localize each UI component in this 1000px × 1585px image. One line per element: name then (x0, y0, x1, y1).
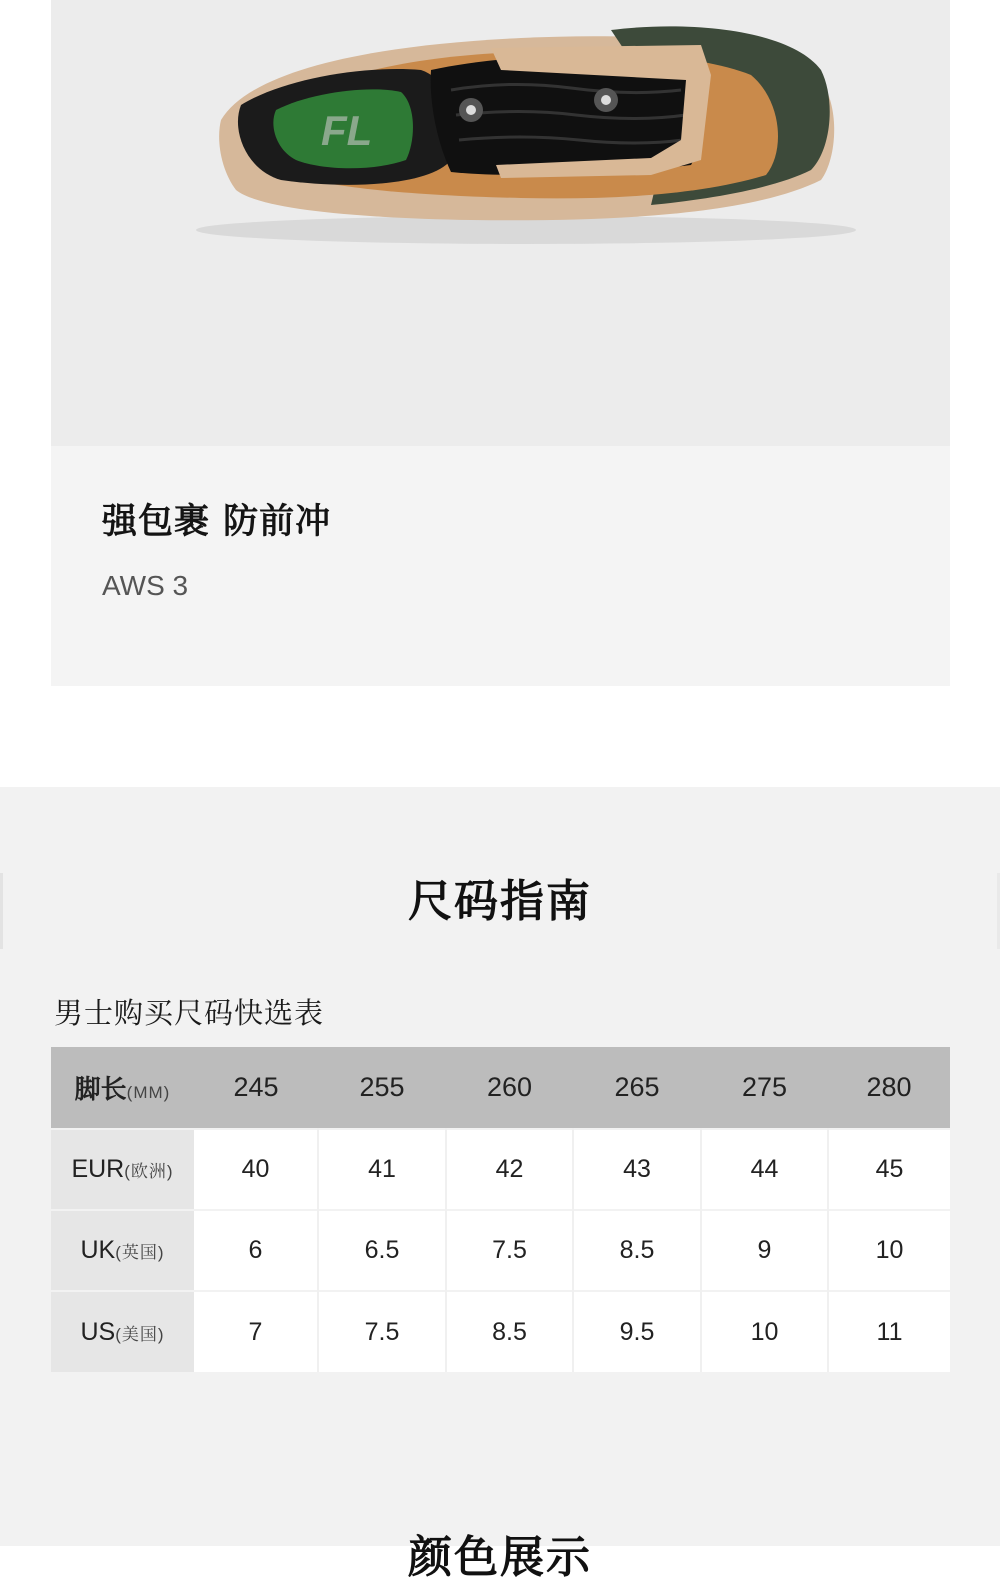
color-showcase-title: 颜色展示 (408, 1532, 592, 1583)
shoe-illustration (51, 0, 950, 446)
feature-title: 强包裹 防前冲 (102, 502, 332, 542)
size-cell: 41 (318, 1129, 446, 1210)
size-cell: 6 (194, 1210, 318, 1291)
size-table-caption: 男士购买尺码快选表 (54, 996, 325, 1030)
row-label-uk (51, 1210, 194, 1291)
size-guide-title: 尺码指南 (408, 876, 592, 927)
row-label-us (51, 1291, 194, 1372)
foot-length-cell: 260 (446, 1047, 573, 1129)
size-cell: 40 (194, 1129, 318, 1210)
size-row-uk (51, 1210, 950, 1291)
size-cell: 7.5 (446, 1210, 573, 1291)
foot-length-cell: 275 (701, 1047, 828, 1129)
size-guide-section (0, 787, 1000, 1583)
feature-card (51, 0, 950, 686)
size-cell: 6.5 (318, 1210, 446, 1291)
size-cell: 7 (194, 1291, 318, 1372)
size-cell: 44 (701, 1129, 828, 1210)
row-label-text: UK (80, 1236, 116, 1264)
size-cell: 8.5 (446, 1291, 573, 1372)
row-label-unit: (英国) (115, 1243, 165, 1262)
size-row-eur (51, 1129, 950, 1210)
row-label-unit: (欧洲) (124, 1162, 174, 1181)
feature-subtitle: AWS 3 (102, 570, 189, 601)
size-table-header-row (51, 1047, 950, 1129)
size-table (51, 1047, 950, 1372)
size-cell: 8.5 (573, 1210, 701, 1291)
size-cell: 9.5 (573, 1291, 701, 1372)
foot-length-cell: 255 (318, 1047, 446, 1129)
row-label-text: EUR (71, 1155, 125, 1183)
foot-length-cell: 245 (194, 1047, 318, 1129)
row-label-eur (51, 1129, 194, 1210)
foot-length-cell: 280 (828, 1047, 950, 1129)
foot-length-header (51, 1047, 194, 1129)
size-cell: 45 (828, 1129, 950, 1210)
size-cell: 7.5 (318, 1291, 446, 1372)
svg-text:FL: FL (321, 107, 373, 154)
foot-length-cell: 265 (573, 1047, 701, 1129)
size-cell: 11 (828, 1291, 950, 1372)
size-cell: 43 (573, 1129, 701, 1210)
foot-length-label: 脚长 (74, 1075, 127, 1105)
row-label-unit: (美国) (115, 1324, 165, 1344)
foot-length-unit: (MM) (126, 1083, 171, 1102)
shoe-photo (51, 0, 950, 446)
size-cell: 9 (701, 1210, 828, 1291)
row-label-text: US (80, 1317, 116, 1346)
size-row-us (51, 1291, 950, 1372)
size-cell: 10 (828, 1210, 950, 1291)
size-cell: 10 (701, 1291, 828, 1372)
size-cell: 42 (446, 1129, 573, 1210)
